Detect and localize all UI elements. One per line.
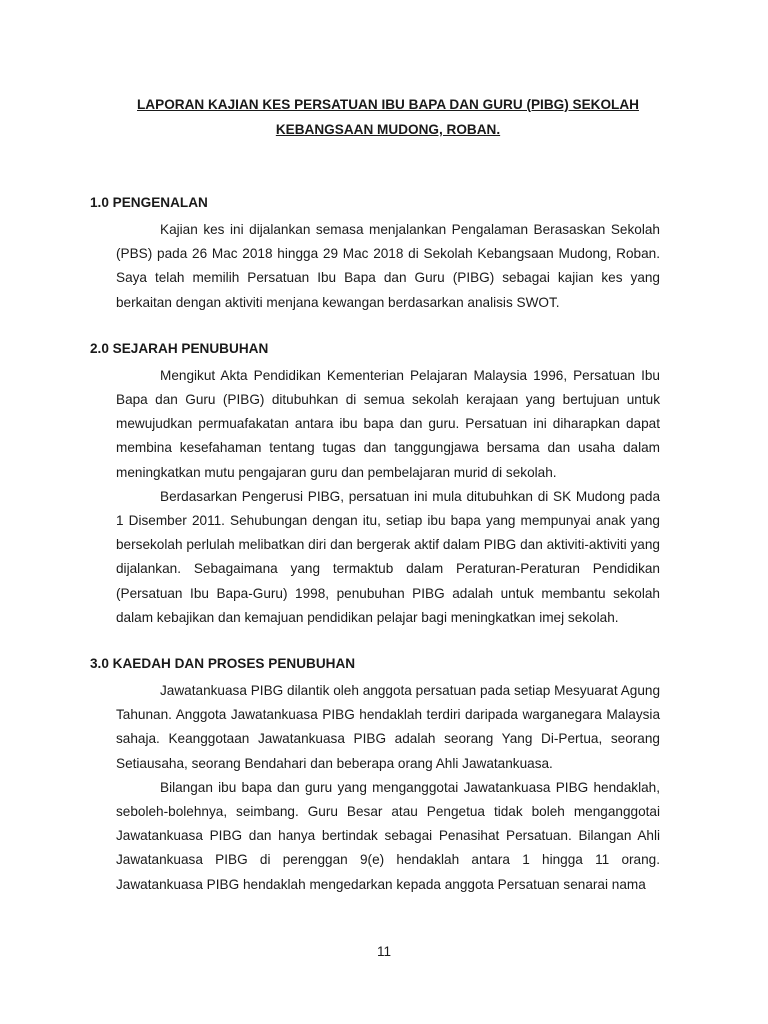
paragraph: Bilangan ibu bapa dan guru yang menganggotai Jawatankuasa PIBG hendaklah, seboleh-bolehnya, seimbang. Guru Besar atau Pengetua tidak boleh menganggotai Jawatankuasa PIBG dan hanya bertindak sebagai Penasihat Persatuan. Bilangan Ahli Jawatankuasa PIBG di perenggan 9(e) hendaklah antara 1 hingga 11 orang. Jawatankuasa PIBG hendaklah mengedarkan kepada anggota Persatuan senarai nama (116, 779, 660, 892)
title-line-2: KEBANGSAAN MUDONG, ROBAN. (275, 122, 501, 137)
paragraph: Mengikut Akta Pendidikan Kementerian Pelajaran Malaysia 1996, Persatuan Ibu Bapa dan Guru (PIBG) ditubuhkan di semua sekolah kerajaan yang bertujuan untuk mewujudkan permuafakatan antara ibu bapa dan guru. Persatuan ini diharapkan dapat membina kesefahaman tentang tugas dan tanggungjawa bersama dan usaha dalam meningkatkan mutu pengajaran guru dan pembelajaran murid di sekolah. (116, 367, 660, 480)
section-kaedah-proses (90, 655, 660, 897)
paragraph: Kajian kes ini dijalankan semasa menjalankan Pengalaman Berasaskan Sekolah (PBS) pada 26 Mac 2018 hingga 29 Mac 2018 di Sekolah Kebangsaan Mudong, Roban. Saya telah memilih Persatuan Ibu Bapa dan Guru (PIBG) sebagai kajian kes yang berkaitan dengan aktiviti menjana kewangan berdasarkan analisis SWOT. (116, 222, 660, 310)
page-number: 11 (376, 944, 392, 959)
document-title (116, 92, 660, 142)
section-sejarah-penubuhan (90, 340, 660, 630)
document-page (90, 92, 660, 897)
section-heading: 2.0 SEJARAH PENUBUHAN (90, 340, 269, 356)
section-pengenalan (90, 194, 660, 315)
paragraph: Berdasarkan Pengerusi PIBG, persatuan ini mula ditubuhkan di SK Mudong pada 1 Disember 2011. Sehubungan dengan itu, setiap ibu bapa yang mempunyai anak yang bersekolah perlulah melibatkan diri dan bergerak aktif dalam PIBG dan aktiviti-aktiviti yang dijalankan. Sebagaimana yang termaktub dalam Peraturan-Peraturan Pendidikan (Persatuan Ibu Bapa-Guru) 1998, penubuhan PIBG adalah untuk membantu sekolah dalam kebajikan dan kemajuan pendidikan pelajar bagi meningkatkan imej sekolah. (116, 488, 660, 625)
section-heading: 1.0 PENGENALAN (90, 195, 208, 210)
paragraph: Jawatankuasa PIBG dilantik oleh anggota persatuan pada setiap Mesyuarat Agung Tahunan. Anggota Jawatankuasa PIBG hendaklah terdiri daripada warganegara Malaysia sahaja. Keanggotaan Jawatankuasa PIBG adalah seorang Yang Di-Pertua, seorang Setiausaha, seorang Bendahari dan beberapa orang Ahli Jawatankuasa. (116, 683, 660, 771)
section-heading: 3.0 KAEDAH DAN PROSES PENUBUHAN (90, 656, 356, 672)
title-line-1: LAPORAN KAJIAN KES PERSATUAN IBU BAPA DAN GURU (PIBG) SEKOLAH (137, 97, 639, 112)
